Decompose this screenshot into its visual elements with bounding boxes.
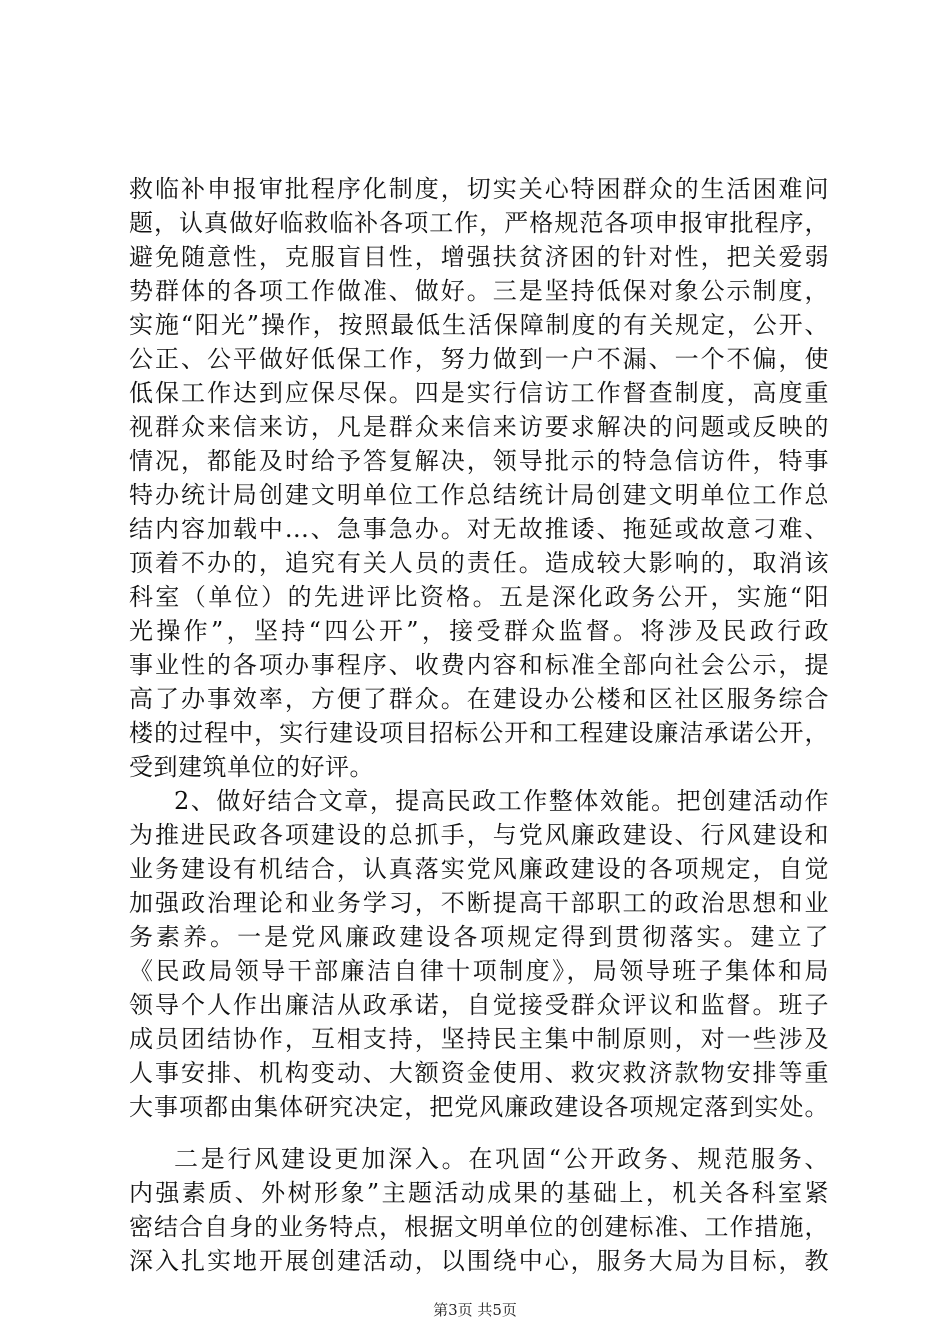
body-text-line: 领导个人作出廉洁从政承诺，自觉接受群众评议和监督。班子: [129, 991, 829, 1019]
paragraph-first-line: 2、做好结合文章，提高民政工作整体效能。把创建活动作: [174, 787, 829, 815]
body-text-line: 受到建筑单位的好评。: [129, 753, 374, 781]
body-text-line: 顶着不办的，追究有关人员的责任。造成较大影响的，取消该: [129, 549, 829, 577]
body-text-line: 高了办事效率，方便了群众。在建设办公楼和区社区服务综合: [129, 685, 829, 713]
body-text-line: 密结合自身的业务特点，根据文明单位的创建标准、工作措施，: [129, 1213, 829, 1241]
body-text-line: 结内容加载中...、急事急办。对无故推诿、拖延或故意刁难、: [129, 515, 829, 543]
body-text-line: 特办统计局创建文明单位工作总结统计局创建文明单位工作总: [129, 481, 829, 509]
body-text-line: 势群体的各项工作做准、做好。三是坚持低保对象公示制度，: [129, 277, 829, 305]
body-text-line: 避免随意性，克服盲目性，增强扶贫济困的针对性，把关爱弱: [129, 243, 829, 271]
body-text-line: 题，认真做好临救临补各项工作，严格规范各项申报审批程序，: [129, 209, 829, 237]
body-text-line: 救临补申报审批程序化制度，切实关心特困群众的生活困难问: [129, 175, 829, 203]
body-text-line: 事业性的各项办事程序、收费内容和标准全部向社会公示，提: [129, 651, 829, 679]
body-text-line: 实施“阳光”操作，按照最低生活保障制度的有关规定，公开、: [129, 311, 829, 339]
paragraph-first-line: 二是行风建设更加深入。在巩固“公开政务、规范服务、: [174, 1145, 829, 1173]
body-text-line: 深入扎实地开展创建活动，以围绕中心，服务大局为目标，教: [129, 1247, 829, 1275]
body-text-line: 光操作”，坚持“四公开”，接受群众监督。将涉及民政行政: [129, 617, 829, 645]
body-text-line: 为推进民政各项建设的总抓手，与党风廉政建设、行风建设和: [129, 821, 829, 849]
body-text-line: 楼的过程中，实行建设项目招标公开和工程建设廉洁承诺公开，: [129, 719, 829, 747]
body-text-line: 科室（单位）的先进评比资格。五是深化政务公开，实施“阳: [129, 583, 829, 611]
page-number-footer: 第3页 共5页: [433, 1301, 517, 1319]
body-text-line: 成员团结协作，互相支持，坚持民主集中制原则，对一些涉及: [129, 1025, 829, 1053]
body-text-line: 务素养。一是党风廉政建设各项规定得到贯彻落实。建立了: [129, 923, 829, 951]
body-text-line: 视群众来信来访，凡是群众来信来访要求解决的问题或反映的: [129, 413, 829, 441]
body-text-line: 大事项都由集体研究决定，把党风廉政建设各项规定落到实处。: [129, 1093, 829, 1121]
body-text-line: 低保工作达到应保尽保。四是实行信访工作督查制度，高度重: [129, 379, 829, 407]
body-text-line: 业务建设有机结合，认真落实党风廉政建设的各项规定，自觉: [129, 855, 829, 883]
body-text-line: 公正、公平做好低保工作，努力做到一户不漏、一个不偏，使: [129, 345, 829, 373]
body-text-line: 《民政局领导干部廉洁自律十项制度》，局领导班子集体和局: [129, 957, 829, 985]
body-text-line: 人事安排、机构变动、大额资金使用、救灾救济款物安排等重: [129, 1059, 829, 1087]
body-text-line: 情况，都能及时给予答复解决，领导批示的特急信访件，特事: [129, 447, 829, 475]
body-text-line: 内强素质、外树形象”主题活动成果的基础上，机关各科室紧: [129, 1179, 829, 1207]
body-text-line: 加强政治理论和业务学习，不断提高干部职工的政治思想和业: [129, 889, 829, 917]
